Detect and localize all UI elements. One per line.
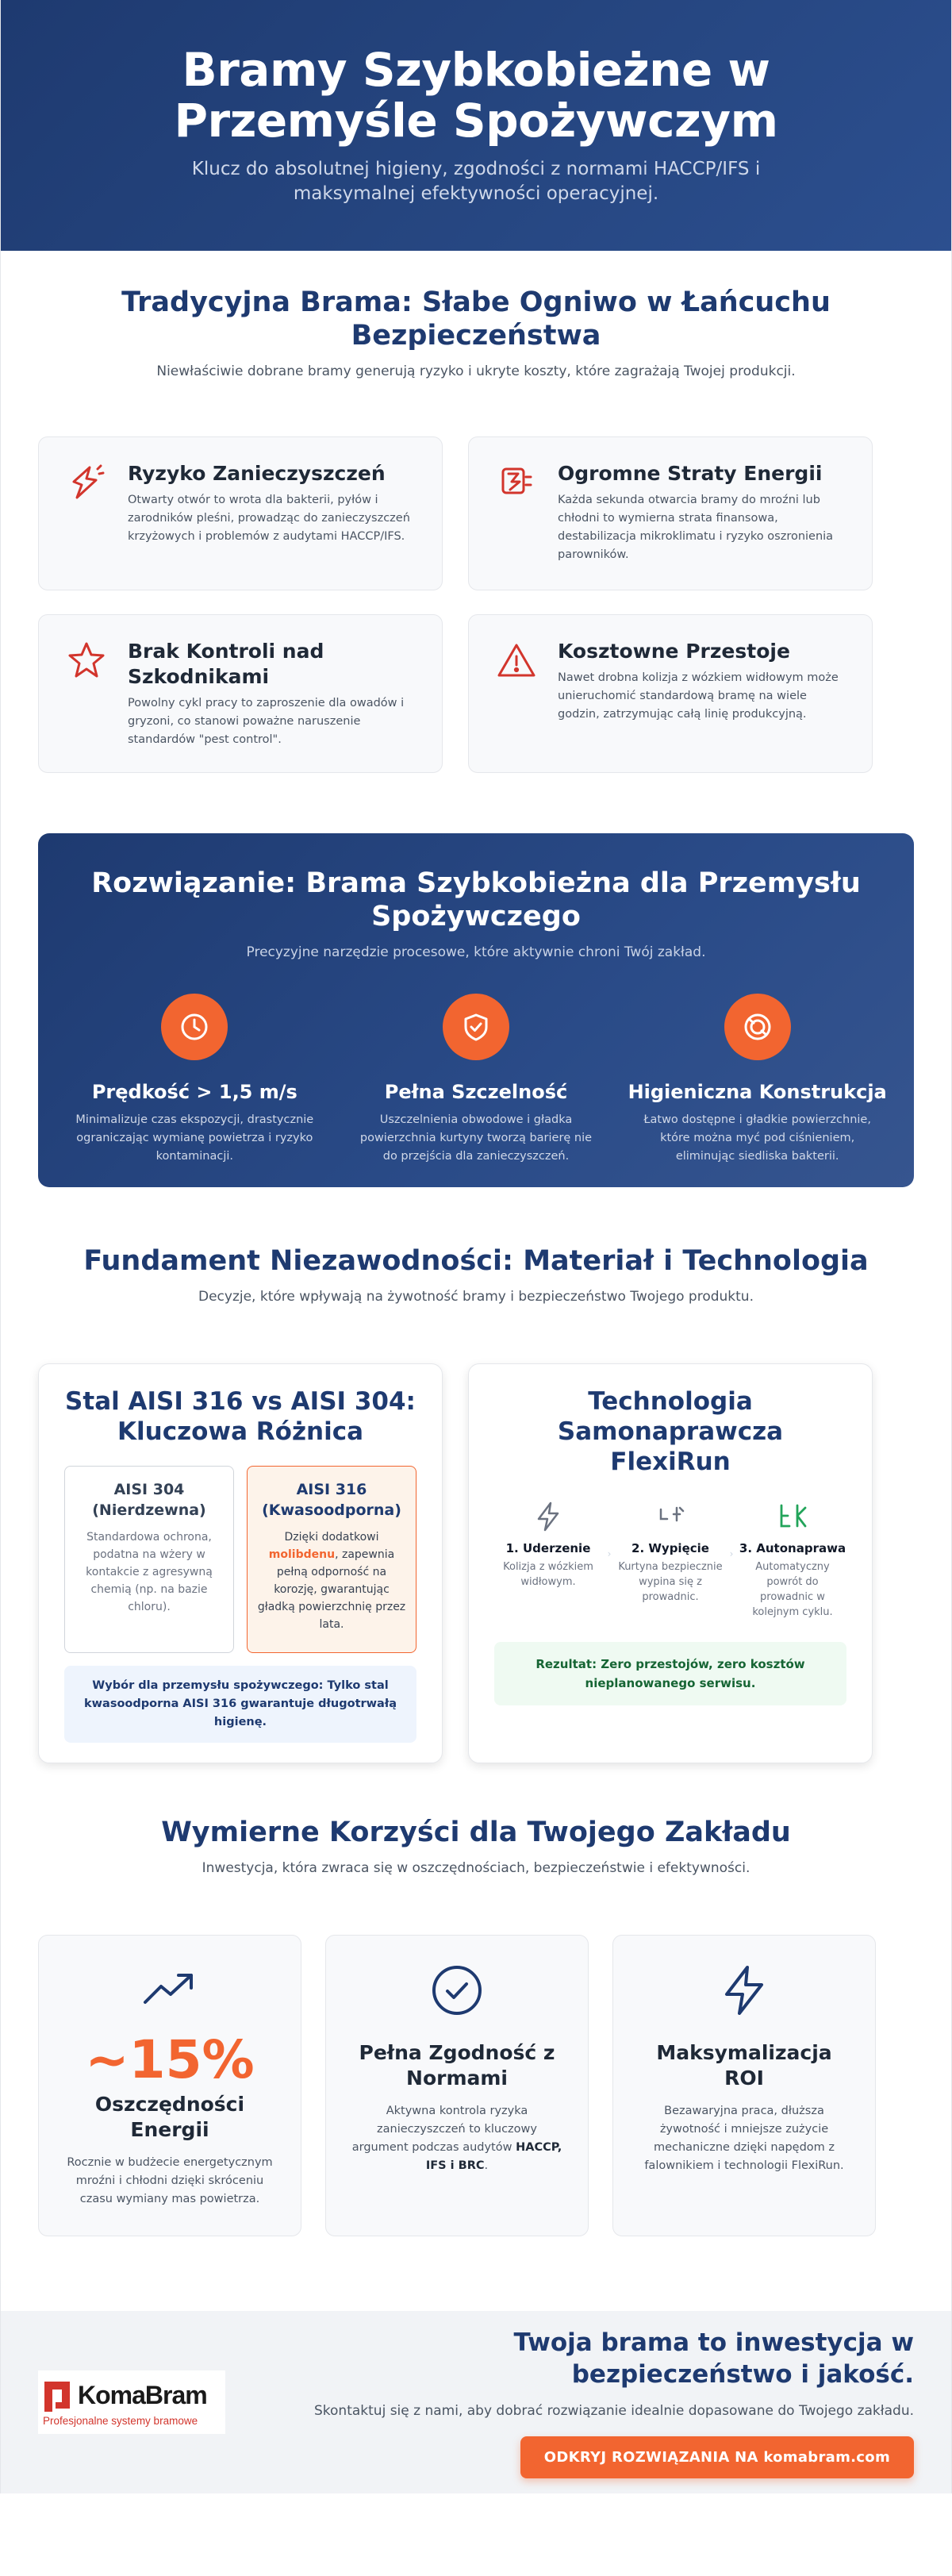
komabram-logo-mark: [43, 2378, 73, 2413]
benefit-card-compliance: [325, 1935, 589, 2236]
problem-card-energy: [468, 436, 873, 590]
feature-text: Łatwo dostępne i gładkie powierzchnie, które można myć pod ciśnieniem, eliminując siedliska bakterii.: [643, 1113, 871, 1163]
pest-icon: [66, 639, 109, 752]
feature-title: Higieniczna Konstrukcja: [628, 1081, 887, 1103]
shield-check-icon: [443, 994, 509, 1060]
benefits-title: Wymierne Korzyści dla Twojego Zakładu: [161, 1817, 791, 1848]
flexirun-title: Technologia Samonaprawcza FlexiRun: [557, 1387, 784, 1476]
aisi-304-text: Standardowa ochrona, podatna na wżery w kontakcie z agresywną chemią (np. na bazie chloru).: [86, 1531, 213, 1613]
step-title: 2. Wypięcie: [631, 1541, 709, 1555]
benefit-text: Aktywna kontrola ryzyka zanieczyszczeń to kluczowy argument podczas audytów HACCP, IFS i BRC.: [351, 2105, 562, 2172]
solution-section: [1, 773, 951, 1187]
feature-sealing: [336, 994, 617, 1166]
release-icon: [654, 1499, 686, 1534]
check-circle-icon: [431, 1963, 483, 2018]
impact-icon: [534, 1499, 562, 1534]
energy-loss-icon: [496, 461, 539, 569]
step-release: [616, 1499, 724, 1605]
molybdenum-highlight: molibdenu: [268, 1548, 336, 1561]
problem-text: Otwarty otwór to wrota dla bakterii, pyłów i zarodników pleśni, prowadząc do zanieczyszczeń krzyżowych i problemów z audytami HACCP/IFS.: [128, 494, 410, 543]
solution-subtitle: Precyzyjne narzędzie procesowe, które aktywnie chroni Twój zakład.: [246, 944, 706, 960]
feature-text: Uszczelnienia obwodowe i gładka powierzchnia kurtyny tworzą barierę nie do przejścia dla zanieczyszczeń.: [359, 1113, 593, 1163]
benefit-text: Bezawaryjna praca, dłuższa żywotność i mniejsze zużycie mechaniczne dzięki napędom z falownikiem i technologii FlexiRun.: [644, 2105, 844, 2172]
steel-note: Wybór dla przemysłu spożywczego: Tylko stal kwasoodporna AISI 316 gwarantuje długotrwałą higienę.: [64, 1666, 416, 1743]
trend-up-icon: [142, 1963, 198, 2014]
problems-subtitle: Niewłaściwie dobrane bramy generują ryzyko i ukryte koszty, które zagrażają Twojej produkcji.: [156, 363, 796, 379]
logo-name: KomaBram: [78, 2381, 207, 2409]
discover-solutions-button[interactable]: ODKRYJ ROZWIĄZANIA NA komabram.com: [520, 2436, 914, 2478]
problem-title: Ogromne Straty Energii: [558, 462, 823, 485]
standards-highlight: HACCP, IFS i BRC: [425, 2141, 562, 2172]
warning-icon: [496, 639, 539, 752]
aisi-316-text: Dzięki dodatkowi molibdenu, zapewnia pełną odporność na korozję, gwarantując gładką powierzchnię przez lata.: [257, 1531, 406, 1631]
step-impact: [494, 1499, 602, 1590]
feature-title: Pełna Szczelność: [384, 1081, 568, 1103]
feature-speed: [54, 994, 336, 1166]
cta-subtitle: Skontaktuj się z nami, aby dobrać rozwiązanie idealnie dopasowane do Twojego zakładu.: [314, 2402, 914, 2419]
aisi-304-box: [64, 1466, 234, 1653]
aisi-316-title: AISI 316 (Kwasoodporna): [262, 1481, 401, 1519]
problem-card-pests: [38, 614, 443, 773]
problem-text: Powolny cykl pracy to zaproszenie dla owadów i gryzoni, co stanowi poważne naruszenie standardów "pest control".: [128, 697, 405, 746]
problem-text: Nawet drobna kolizja z wózkiem widłowym może unieruchomić standardową bramę na wiele godzin, zatrzymując całą linię produkcyjną.: [558, 671, 839, 721]
benefit-card-energy: [38, 1935, 301, 2236]
cta-section: [1, 2311, 951, 2493]
arrow-icon: ›: [607, 1548, 612, 1559]
foundation-subtitle: Decyzje, które wpływają na żywotność bramy i bezpieczeństwo Twojego produktu.: [198, 1289, 754, 1305]
aisi-316-box: [247, 1466, 416, 1653]
problem-card-downtime: [468, 614, 873, 773]
problem-title: Kosztowne Przestoje: [558, 640, 790, 663]
clock-icon: [161, 994, 228, 1060]
step-text: Kolizja z wózkiem widłowym.: [503, 1561, 593, 1588]
problem-title: Brak Kontroli nad Szkodnikami: [128, 640, 324, 688]
feature-hygiene: [616, 994, 898, 1166]
aisi-304-title: AISI 304 (Nierdzewna): [92, 1481, 206, 1519]
benefit-title: Maksymalizacja ROI: [656, 2041, 832, 2090]
arrow-icon: ›: [729, 1548, 734, 1559]
steel-card-title: Stal AISI 316 vs AISI 304: Kluczowa Różnica: [65, 1387, 416, 1446]
benefit-title: Pełna Zgodność z Normami: [359, 2041, 555, 2090]
step-text: Automatyczny powrót do prowadnic w kolejnym cyklu.: [752, 1561, 833, 1618]
auto-repair-icon: [775, 1499, 810, 1534]
flexirun-card: [468, 1363, 873, 1763]
benefit-title: Oszczędności Energii: [94, 2093, 245, 2141]
energy-savings-value: ~15%: [85, 2029, 255, 2090]
problem-card-contamination: [38, 436, 443, 590]
step-title: 1. Uderzenie: [505, 1541, 591, 1555]
contamination-icon: [66, 461, 109, 569]
step-autorepair: [739, 1499, 846, 1620]
feature-title: Prędkość > 1,5 m/s: [91, 1081, 298, 1103]
benefit-card-roi: [612, 1935, 876, 2236]
hero-subtitle: Klucz do absolutnej higieny, zgodności z normami HACCP/IFS i maksymalnej efektywności operacyjnej.: [191, 159, 761, 204]
step-text: Kurtyna bezpiecznie wypina się z prowadnic.: [618, 1561, 723, 1603]
problems-title: Tradycyjna Brama: Słabe Ogniwo w Łańcuchu Bezpieczeństwa: [121, 286, 831, 352]
steel-card: [38, 1363, 443, 1763]
flexirun-result: Rezultat: Zero przestojów, zero kosztów nieplanowanego serwisu.: [494, 1642, 846, 1705]
benefit-text: Rocznie w budżecie energetycznym mroźni i chłodni dzięki skróceniu czasu wymiany mas powietrza.: [67, 2156, 273, 2205]
step-title: 3. Autonaprawa: [739, 1541, 846, 1555]
hero-title: Bramy Szybkobieżne w Przemyśle Spożywczym: [174, 43, 778, 148]
solution-panel: [38, 833, 914, 1187]
problem-text: Każda sekunda otwarcia bramy do mroźni lub chłodni to wymierna strata finansowa, destabilizacja mikroklimatu i ryzyko oszronienia parowników.: [558, 494, 834, 561]
hygiene-icon: [724, 994, 791, 1060]
komabram-logo[interactable]: [38, 2370, 225, 2434]
problems-section: [1, 251, 951, 773]
feature-text: Minimalizuje czas ekspozycji, drastycznie ograniczając wymianę powietrza i ryzyko kontaminacji.: [75, 1113, 314, 1163]
hero-banner: [1, 0, 951, 251]
solution-title: Rozwiązanie: Brama Szybkobieżna dla Przemysłu Spożywczego: [91, 867, 861, 932]
benefits-section: [1, 1763, 951, 2236]
foundation-title: Fundament Niezawodności: Materiał i Technologia: [83, 1245, 869, 1277]
problem-title: Ryzyko Zanieczyszczeń: [128, 462, 386, 485]
logo-tagline: Profesjonalne systemy bramowe: [43, 2414, 198, 2427]
cta-title: Twoja brama to inwestycja w bezpieczeństwo i jakość.: [513, 2328, 914, 2389]
foundation-section: [1, 1187, 951, 1763]
lightning-icon: [720, 1963, 768, 2018]
benefits-subtitle: Inwestycja, która zwraca się w oszczędnościach, bezpieczeństwie i efektywności.: [202, 1860, 750, 1876]
